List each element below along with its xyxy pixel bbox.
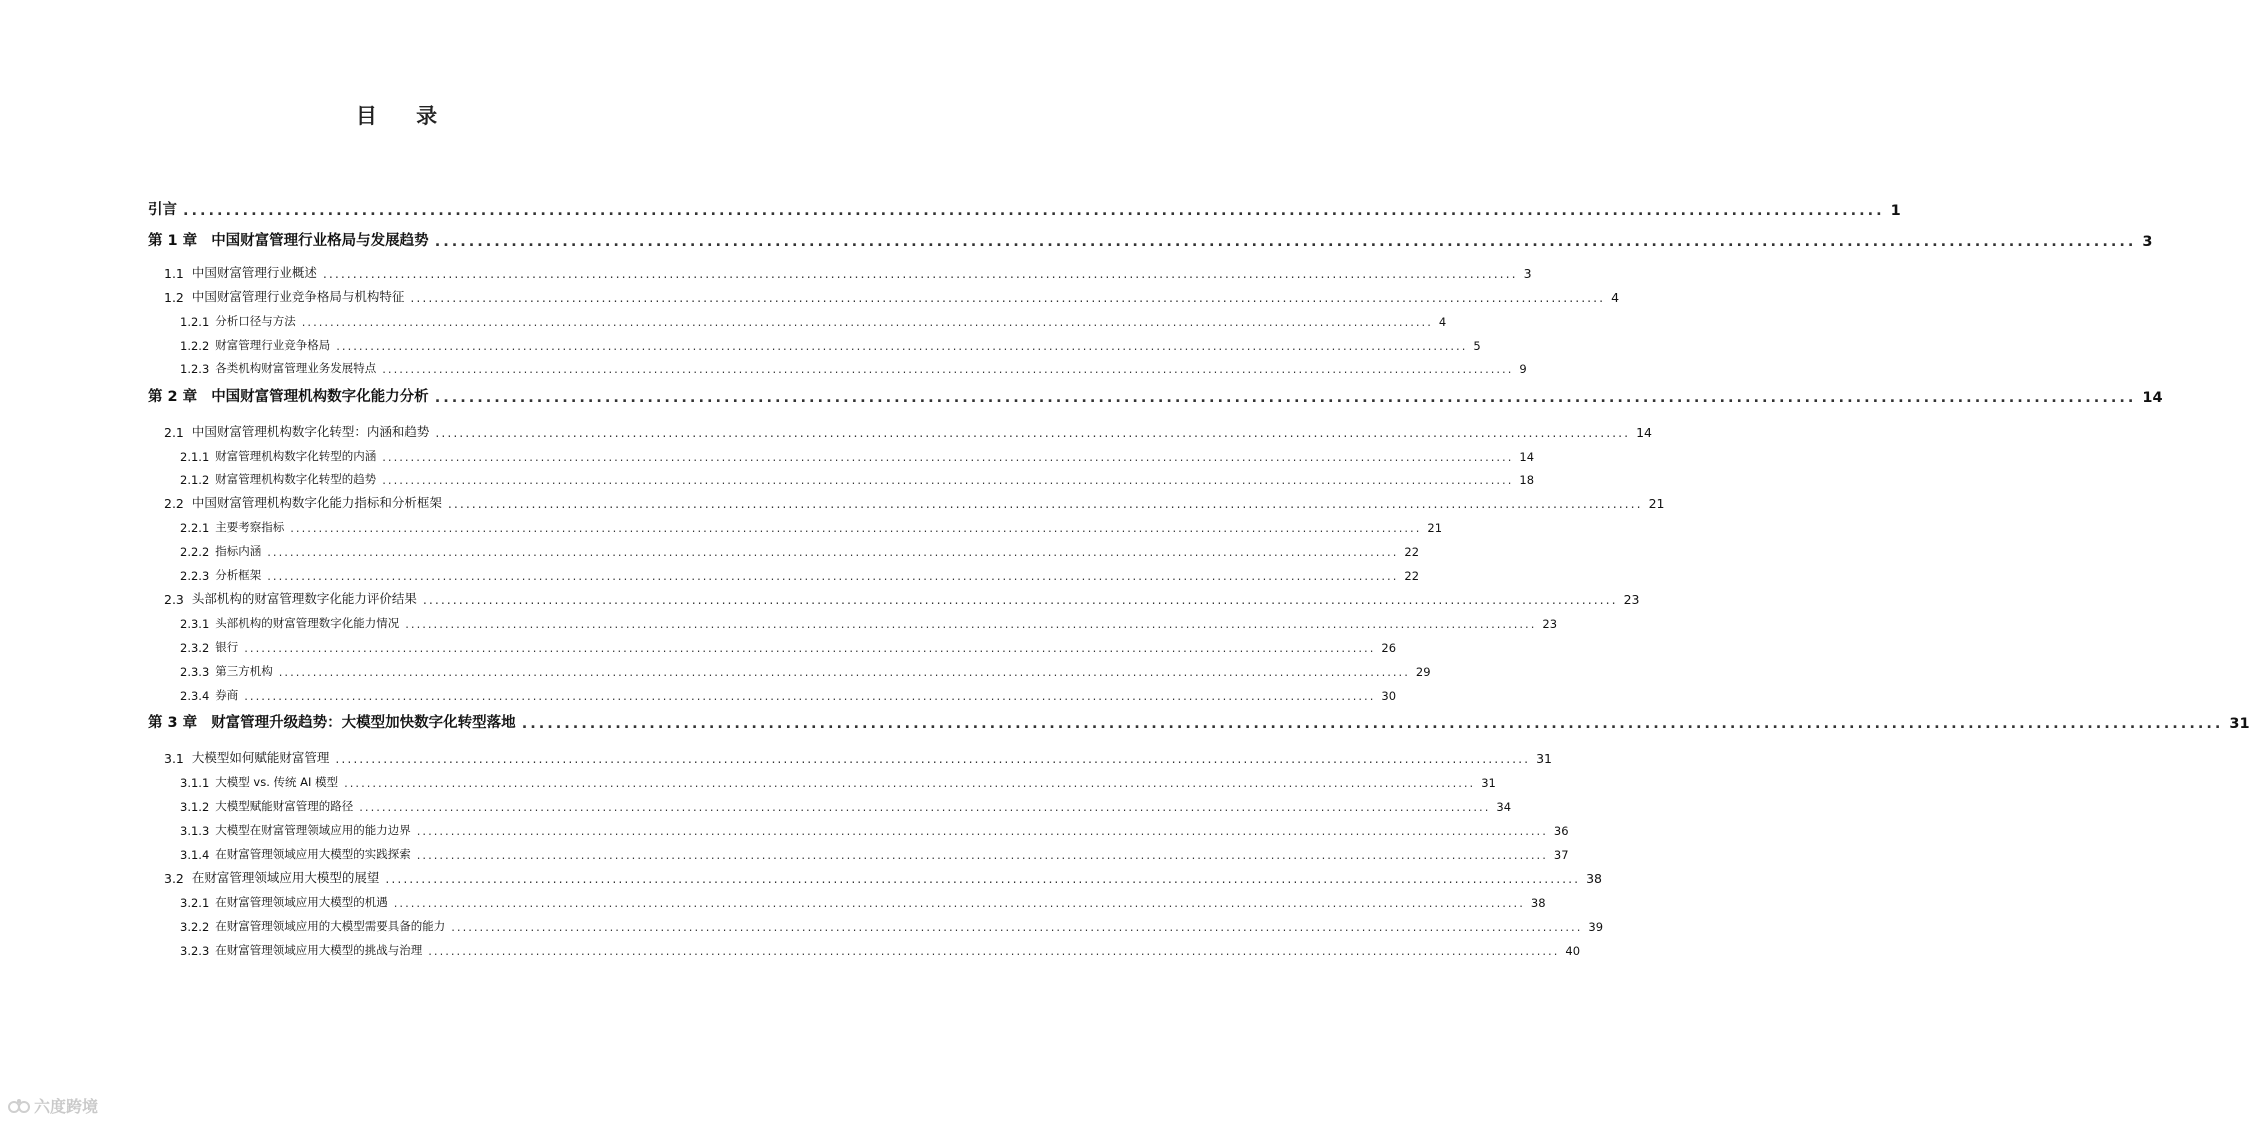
- toc-title: 分析口径与方法: [215, 314, 296, 328]
- toc-section-row[interactable]: [0, 585, 1640, 607]
- toc-number: 1.2: [164, 290, 184, 305]
- toc-leader-dots: ........................................................................................................................................................................................................: [301, 315, 1433, 329]
- toc-page-number: 23: [1623, 592, 1640, 607]
- toc-number: 3.1.4: [180, 848, 210, 862]
- toc-leader-dots: ........................................................................................................................................................................................................: [278, 665, 1410, 679]
- toc-subsection-row[interactable]: [0, 307, 1447, 329]
- toc-page-number: 4: [1438, 315, 1447, 329]
- toc-subsection-row[interactable]: [0, 354, 1527, 376]
- toc-number: 第 1 章: [148, 233, 198, 249]
- toc-subsection-row[interactable]: [0, 633, 1397, 655]
- toc-title: 引言: [148, 202, 177, 218]
- toc-number: 2.3.2: [180, 641, 210, 655]
- toc-title: 各类机构财富管理业务发展特点: [215, 361, 377, 375]
- toc-page-number: 21: [1648, 496, 1665, 511]
- toc-subsection-row[interactable]: [0, 331, 1481, 353]
- toc-title: 中国财富管理机构数字化能力分析: [211, 389, 429, 405]
- toc-subsection-row[interactable]: [0, 609, 1558, 631]
- toc-leader-dots: ........................................................................................................................................................................................................: [451, 920, 1583, 934]
- toc-number: 1.1: [164, 266, 184, 281]
- toc-subsection-row[interactable]: [0, 465, 1535, 487]
- toc-subsection-row[interactable]: [0, 816, 1569, 838]
- toc-number: 2.2.3: [180, 569, 210, 583]
- toc-page-number: 38: [1586, 871, 1602, 886]
- toc-subsection-row[interactable]: [0, 912, 1604, 934]
- toc-number: 2.1: [164, 425, 184, 440]
- toc-number: 2.2.2: [180, 545, 210, 559]
- toc-section-row[interactable]: [0, 864, 1602, 886]
- toc-page-number: 26: [1381, 641, 1397, 655]
- toc-section-row[interactable]: [0, 744, 1552, 766]
- toc-page-number: 23: [1542, 617, 1558, 631]
- toc-number: 1.2.3: [180, 362, 210, 376]
- toc-title: 头部机构的财富管理数字化能力情况: [215, 616, 400, 630]
- toc-leader-dots: ........................................................................................................................................................................................................: [428, 944, 1560, 958]
- toc-chapter-row[interactable]: [0, 710, 2250, 732]
- toc-title: 财富管理升级趋势：大模型加快数字化转型落地: [211, 715, 516, 731]
- toc-page-number: 22: [1404, 569, 1420, 583]
- toc-leader-dots: ........................................................................................................................................................................................................: [359, 800, 1491, 814]
- toc-page-number: 31: [1536, 751, 1552, 766]
- toc-subsection-row[interactable]: [0, 768, 1496, 790]
- toc-number: 3.2.3: [180, 944, 210, 958]
- toc-page-number: 3: [1523, 266, 1532, 281]
- toc-subsection-row[interactable]: [0, 537, 1420, 559]
- toc-leader-dots: ........................................................................................................................................................................................................: [267, 569, 1399, 583]
- toc-leader-dots: ........................................................................................................................................................................................................: [422, 592, 1618, 607]
- toc-number: 2.3.3: [180, 665, 210, 679]
- toc-number: 3.2.2: [180, 920, 210, 934]
- toc-page-number: 18: [1519, 473, 1535, 487]
- toc-page-number: 39: [1588, 920, 1604, 934]
- toc-page-number: 38: [1530, 896, 1546, 910]
- toc-subsection-row[interactable]: [0, 561, 1420, 583]
- toc-number: 2.2: [164, 496, 184, 511]
- toc-leader-dots: ........................................................................................................................................................................................................: [382, 362, 1514, 376]
- toc-title: 大模型如何赋能财富管理: [191, 750, 330, 765]
- toc-leader-dots: ........................................................................................................................................................................................................: [410, 290, 1606, 305]
- page-title: 目 录: [355, 104, 454, 128]
- toc-title: 大模型赋能财富管理的路径: [215, 799, 354, 813]
- toc-chapter-row[interactable]: [0, 228, 2153, 250]
- toc-leader-dots: ........................................................................................................................................................................................................: [382, 473, 1514, 487]
- toc-number: 2.3.1: [180, 617, 210, 631]
- toc-title: 分析框架: [215, 568, 262, 582]
- toc-page-number: 14: [2142, 390, 2163, 406]
- toc-title: 第三方机构: [215, 664, 273, 678]
- toc-title: 券商: [215, 688, 239, 702]
- watermark-text: 六度跨境: [34, 1097, 99, 1116]
- toc-chapter-row[interactable]: [0, 384, 2163, 406]
- toc-leader-dots: ........................................................................................................................................................................................................: [322, 266, 1518, 281]
- toc-title: 在财富管理领域应用大模型的实践探索: [215, 847, 411, 861]
- toc-leader-dots: ........................................................................................................................................................................................................: [267, 545, 1399, 559]
- toc-title: 中国财富管理行业概述: [191, 265, 317, 280]
- toc-subsection-row[interactable]: [0, 792, 1512, 814]
- toc-page-number: 30: [1381, 689, 1397, 703]
- toc-leader-dots: ........................................................................................................................................................................................................: [447, 496, 1643, 511]
- toc-leader-dots: ........................................................................................................................................................................................................: [244, 641, 1376, 655]
- toc-leader-dots: ........................................................................................................................................................................................................: [434, 390, 2137, 406]
- toc-number: 2.2.1: [180, 521, 210, 535]
- toc-title: 财富管理机构数字化转型的趋势: [215, 472, 377, 486]
- toc-subsection-row[interactable]: [0, 442, 1535, 464]
- toc-section-row[interactable]: [0, 489, 1665, 511]
- toc-page-number: 36: [1553, 824, 1569, 838]
- toc-title: 中国财富管理机构数字化转型：内涵和趋势: [191, 424, 430, 439]
- toc-title: 中国财富管理机构数字化能力指标和分析框架: [191, 495, 442, 510]
- toc-leader-dots: ........................................................................................................................................................................................................: [183, 203, 1885, 219]
- toc-leader-dots: ........................................................................................................................................................................................................: [393, 896, 1525, 910]
- toc-subsection-row[interactable]: [0, 513, 1443, 535]
- toc-page-number: 4: [1611, 290, 1620, 305]
- toc-subsection-row[interactable]: [0, 840, 1569, 862]
- toc-leader-dots: ........................................................................................................................................................................................................: [344, 776, 1476, 790]
- toc-page-number: 21: [1427, 521, 1443, 535]
- toc-page-number: 9: [1519, 362, 1527, 376]
- toc-page-number: 29: [1415, 665, 1431, 679]
- toc-title: 在财富管理领域应用大模型的机遇: [215, 895, 388, 909]
- toc-subsection-row[interactable]: [0, 681, 1397, 703]
- toc-page-number: 31: [1481, 776, 1496, 790]
- toc-chapter-row[interactable]: [0, 197, 1901, 219]
- toc-title: 头部机构的财富管理数字化能力评价结果: [191, 591, 417, 606]
- toc-leader-dots: ........................................................................................................................................................................................................: [336, 339, 1468, 353]
- toc-leader-dots: ........................................................................................................................................................................................................: [435, 425, 1631, 440]
- toc-number: 第 2 章: [148, 389, 198, 405]
- toc-number: 3.1.2: [180, 800, 210, 814]
- brand-logo-icon: [8, 1098, 30, 1114]
- toc-title: 大模型在财富管理领域应用的能力边界: [215, 823, 411, 837]
- toc-title: 银行: [215, 640, 239, 654]
- toc-section-row[interactable]: [0, 418, 1652, 440]
- toc-leader-dots: ........................................................................................................................................................................................................: [434, 234, 2137, 250]
- toc-number: 第 3 章: [148, 715, 198, 731]
- toc-number: 3.2.1: [180, 896, 210, 910]
- toc-title: 中国财富管理行业竞争格局与机构特征: [191, 289, 405, 304]
- toc-number: 1.2.2: [180, 339, 210, 353]
- toc-subsection-row[interactable]: [0, 888, 1546, 910]
- toc-page-number: 14: [1519, 450, 1535, 464]
- toc-leader-dots: ........................................................................................................................................................................................................: [335, 751, 1531, 766]
- toc-leader-dots: ........................................................................................................................................................................................................: [416, 848, 1548, 862]
- toc-title: 大模型 vs. 传统 AI 模型: [215, 775, 339, 789]
- toc-number: 1.2.1: [180, 315, 210, 329]
- toc-page-number: 34: [1496, 800, 1512, 814]
- toc-number: 2.3.4: [180, 689, 210, 703]
- toc-page-number: 31: [2229, 716, 2250, 732]
- toc-page-number: 3: [2142, 234, 2153, 250]
- toc-title: 主要考察指标: [215, 520, 285, 534]
- toc-leader-dots: ........................................................................................................................................................................................................: [385, 871, 1581, 886]
- watermark: [8, 1094, 98, 1117]
- toc-number: 2.1.1: [180, 450, 210, 464]
- toc-section-row[interactable]: [0, 259, 1532, 281]
- toc-leader-dots: ........................................................................................................................................................................................................: [416, 824, 1548, 838]
- toc-number: 2.3: [164, 592, 184, 607]
- toc-title: 中国财富管理行业格局与发展趋势: [211, 233, 429, 249]
- toc-leader-dots: ........................................................................................................................................................................................................: [244, 689, 1376, 703]
- toc-section-row[interactable]: [0, 283, 1620, 305]
- toc-page-number: 14: [1636, 425, 1652, 440]
- toc-leader-dots: ........................................................................................................................................................................................................: [290, 521, 1422, 535]
- toc-subsection-row[interactable]: [0, 936, 1581, 958]
- toc-number: 3.1.1: [180, 776, 210, 790]
- toc-title: 在财富管理领域应用大模型的展望: [191, 870, 380, 885]
- toc-leader-dots: ........................................................................................................................................................................................................: [405, 617, 1537, 631]
- toc-title: 在财富管理领域应用的大模型需要具备的能力: [215, 919, 446, 933]
- toc-number: 2.1.2: [180, 473, 210, 487]
- toc-leader-dots: ........................................................................................................................................................................................................: [382, 450, 1514, 464]
- toc-subsection-row[interactable]: [0, 657, 1431, 679]
- toc-title: 财富管理行业竞争格局: [215, 338, 331, 352]
- toc-number: 3.1: [164, 751, 184, 766]
- toc-title: 指标内涵: [215, 544, 262, 558]
- toc-title: 财富管理机构数字化转型的内涵: [215, 449, 377, 463]
- toc-page-number: 5: [1473, 339, 1481, 353]
- toc-number: 3.1.3: [180, 824, 210, 838]
- toc-page-number: 37: [1553, 848, 1569, 862]
- toc-leader-dots: ........................................................................................................................................................................................................: [521, 716, 2224, 732]
- toc-page-number: 22: [1404, 545, 1420, 559]
- toc-page-number: 1: [1890, 203, 1901, 219]
- toc-page-number: 40: [1565, 944, 1581, 958]
- toc-number: 3.2: [164, 871, 184, 886]
- toc-title: 在财富管理领域应用大模型的挑战与治理: [215, 943, 423, 957]
